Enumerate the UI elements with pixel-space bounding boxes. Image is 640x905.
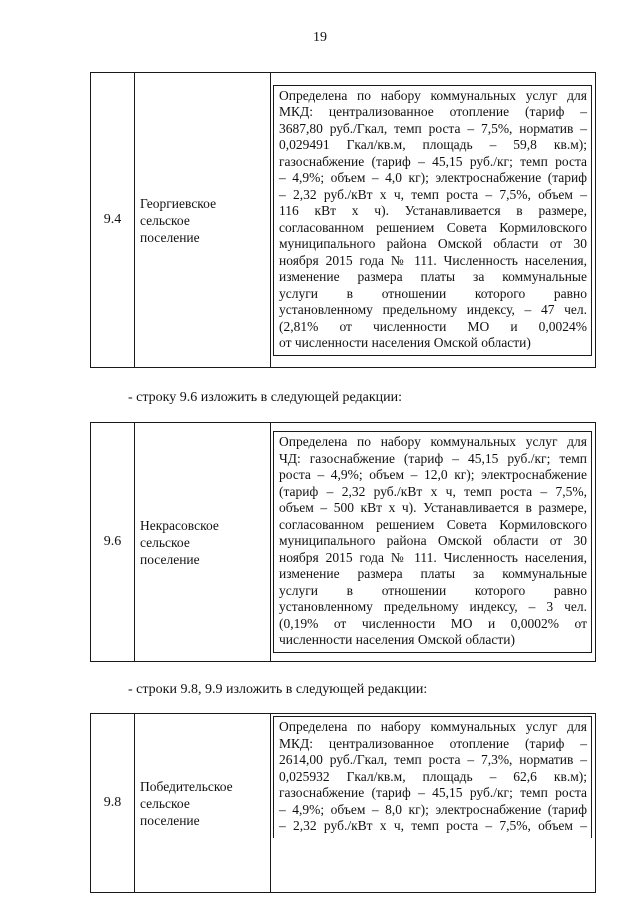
text-line: от численности населения Омской области) — [279, 335, 531, 350]
text-line: газоснабжение (тариф – 45,15 руб./кг; темп роста — [279, 785, 587, 800]
settlement-name-line: поселение — [140, 229, 200, 245]
settlement-name-line: сельское — [140, 795, 190, 811]
text-line: МКД: централизованное отопление (тариф – — [279, 104, 587, 119]
text-line: 0,029491 Гкал/кв.м, площадь – 59,8 кв.м); — [279, 137, 587, 152]
text-line: объем – 500 кВт х ч). Устанавливается в размере, — [279, 500, 587, 516]
text-line: – 4,9%; объем – 8,0 кг); электроснабжение (тариф — [279, 801, 587, 817]
table-row-9-4 — [90, 72, 596, 368]
text-line: Определена по набору коммунальных услуг для — [279, 719, 587, 734]
text-line: согласованном решением Совета Кормиловского — [279, 219, 587, 235]
text-line: Определена по набору коммунальных услуг для — [279, 87, 587, 103]
text-line: ноября 2015 года № 111. Численность населения, — [279, 252, 587, 268]
table-row-9-6 — [90, 422, 596, 662]
text-line: газоснабжение (тариф – 45,15 руб./кг; темп роста — [279, 153, 587, 169]
text-line: 116 кВт х ч). Устанавливается в размере, — [279, 203, 587, 218]
text-line: 0,025932 Гкал/кв.м, площадь – 62,6 кв.м); — [279, 768, 587, 784]
text-line: Определена по набору коммунальных услуг для — [279, 434, 587, 450]
row-description — [273, 431, 592, 653]
text-line: изменение размера платы за коммунальные — [279, 269, 587, 284]
text-line: роста – 4,9%; объем – 12,0 кг); электроснабжение — [279, 467, 587, 483]
settlement-name — [135, 73, 271, 368]
text-line: (тариф – 2,32 руб./кВт х ч, темп роста – 7,5%, — [279, 483, 587, 499]
page-number: 19 — [313, 30, 327, 45]
text-line: муниципального района Омской области от 30 — [279, 533, 587, 549]
settlement-name — [135, 714, 271, 893]
text-line: численности населения Омской области) — [279, 632, 516, 648]
text-line: услуги в отношении которого равно — [279, 285, 587, 301]
row-number: 9.6 — [91, 423, 135, 662]
text-line: – 4,9%; объем – 4,0 кг); электроснабжение (тариф — [279, 170, 587, 185]
row-description — [273, 85, 592, 356]
text-line: 3687,80 руб./Гкал, темп роста – 7,5%, норматив – — [279, 120, 587, 136]
text-line: – 2,32 руб./кВт х ч, темп роста – 7,5%, объем – — [279, 186, 587, 202]
text-line: ЧД: газоснабжение (тариф – 45,15 руб./кг; темп — [279, 450, 587, 466]
text-line: 2614,00 руб./Гкал, темп роста – 7,3%, норматив – — [279, 752, 587, 767]
row-description-cell — [271, 73, 596, 368]
settlement-name-line: Георгиевское — [140, 195, 217, 211]
settlement-name-line: сельское — [140, 534, 190, 550]
text-line: изменение размера платы за коммунальные — [279, 566, 587, 582]
row-description — [273, 716, 592, 838]
row-description-cell — [271, 714, 596, 893]
text-line: (0,19% от численности МО и 0,0002% от — [279, 615, 587, 631]
settlement-name-line: сельское — [140, 212, 190, 228]
text-line: согласованном решением Совета Кормиловского — [279, 516, 587, 532]
row-number: 9.8 — [91, 714, 135, 893]
text-line: установленному предельному индексу, – 47 чел. — [279, 302, 587, 317]
text-line: муниципального района Омской области от 30 — [279, 236, 587, 251]
row-number: 9.4 — [91, 73, 135, 368]
settlement-name-line: поселение — [140, 551, 200, 567]
text-line: услуги в отношении которого равно — [279, 582, 587, 598]
row-description-cell — [271, 423, 596, 662]
settlement-name-line: поселение — [140, 812, 200, 828]
table-row-9-8 — [90, 713, 596, 893]
amendment-instruction: - строки 9.8, 9.9 изложить в следующей редакции: — [128, 682, 428, 697]
text-line: МКД: централизованное отопление (тариф – — [279, 735, 587, 751]
text-line: установленному предельному индексу, – 3 чел. — [279, 599, 587, 615]
text-line: – 2,32 руб./кВт х ч, темп роста – 7,5%, объем – — [279, 818, 587, 833]
settlement-name — [135, 423, 271, 662]
settlement-name-line: Победительское — [140, 778, 233, 794]
settlement-name-line: Некрасовское — [140, 517, 219, 533]
amendment-instruction: - строку 9.6 изложить в следующей редакции: — [128, 390, 403, 405]
text-line: (2,81% от численности МО и 0,0024% — [279, 318, 587, 334]
text-line: ноября 2015 года № 111. Численность населения, — [279, 549, 587, 565]
